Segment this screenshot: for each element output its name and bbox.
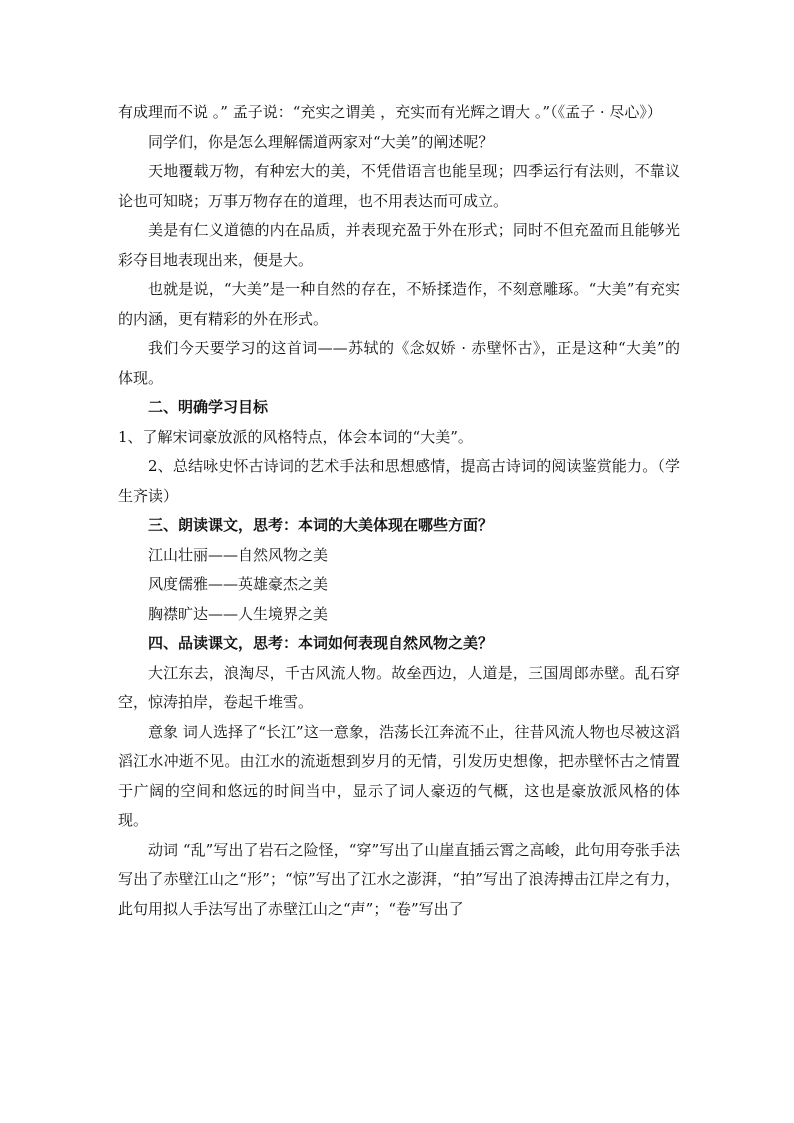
- paragraph-question: 同学们，你是怎么理解儒道两家对“大美”的阐述呢？: [148, 132, 494, 151]
- goal-item-2: 2、总结咏史怀古诗词的艺术手法和思想感情，提高古诗词的阅读鉴赏能力。（学生齐读）: [118, 457, 680, 505]
- list-item-hero: 风度儒雅——英雄豪杰之美: [148, 575, 329, 593]
- section-heading-goals: 二、明确学习目标: [148, 398, 269, 416]
- paragraph-intro-poem: 我们今天要学习的这首词——苏轼的《念奴娇 · 赤壁怀古》，正是这种“大美”的体现。: [118, 339, 680, 387]
- paragraph-daoist-explanation: 天地覆载万物，有种宏大的美，不凭借语言也能呈现；四季运行有法则，不靠议论也可知晓；万事万物存在的道理，也不用表达而可成立。: [118, 162, 680, 210]
- goal-item-1: 1、了解宋词豪放派的风格特点，体会本词的“大美”。: [118, 427, 473, 446]
- paragraph-verbs: 动词 “乱”写出了岩石之险怪，“穿”写出了山崖直插云霄之高峻，此句用夸张手法写出了赤壁江山之“形”；“惊”写出了江水之澎湃，“拍”写出了浪涛搏击江岸之有力，此句用拟人手法写出了赤壁江山之“声”；“卷”写出了: [118, 840, 680, 918]
- paragraph-poem-lines: 大江东去，浪淘尽，千古风流人物。故垒西边，人道是，三国周郎赤壁。乱石穿空，惊涛拍岸，卷起千堆雪。: [118, 663, 680, 711]
- paragraph-imagery: 意象 词人选择了“长江”这一意象，浩荡长江奔流不止，往昔风流人物也尽被这滔滔江水冲逝不见。由江水的流逝想到岁月的无情，引发历史想像，把赤壁怀古之情置于广阔的空间和悠远的时间当中，显示了词人豪迈的气概，这也是豪放派风格的体现。: [118, 722, 680, 829]
- list-item-landscape: 江山壮丽——自然风物之美: [148, 545, 329, 564]
- document-page: [118, 98, 680, 924]
- section-heading-appreciation: 四、品读课文，思考：本词如何表现自然风物之美？: [148, 634, 494, 652]
- paragraph-summary: 也就是说，“大美”是一种自然的存在，不矫揉造作，不刻意雕琢。“大美”有充实的内涵，更有精彩的外在形式。: [118, 280, 680, 328]
- paragraph-confucian-explanation: 美是有仁义道德的内在品质，并表现充盈于外在形式；同时不但充盈而且能够光彩夺目地表现出来，便是大。: [118, 221, 680, 269]
- section-heading-reading: 三、朗读课文，思考：本词的大美体现在哪些方面？: [148, 516, 494, 534]
- paragraph-quote-mencius: 有成理而不说 。” 孟子说：“充实之谓美 ，充实而有光辉之谓大 。”（《孟子 · 尽心》）: [118, 103, 662, 121]
- list-item-realm: 胸襟旷达——人生境界之美: [148, 604, 329, 623]
